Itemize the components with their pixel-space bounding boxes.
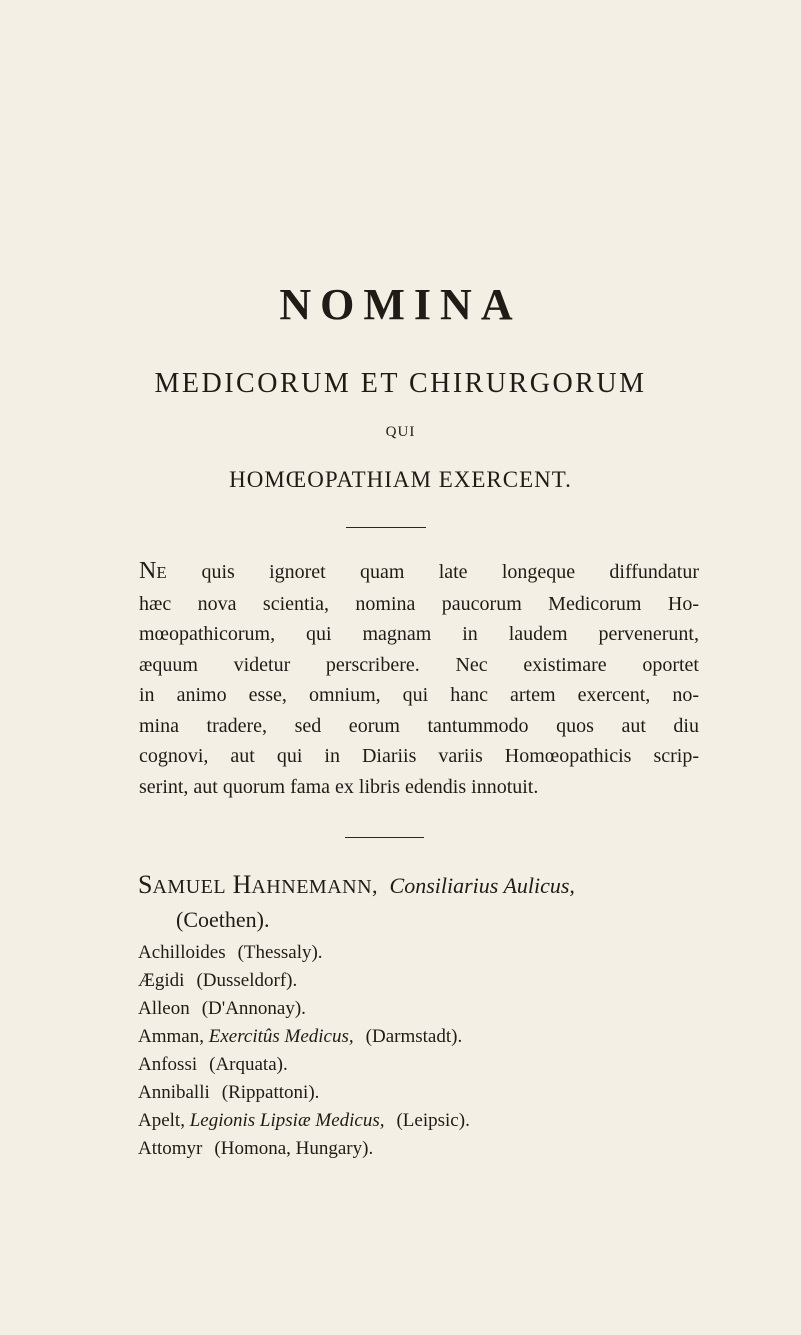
list-item-hahnemann: SAMUEL HAHNEMANN, Consiliarius Aulicus,: [138, 870, 575, 899]
list-item: [138, 1079, 758, 1107]
entry-name: Alleon: [138, 998, 190, 1019]
entry-title: Legionis Lipsiæ Medicus,: [189, 1110, 385, 1131]
initial-rest: E: [156, 563, 168, 582]
subtitle-homoeopathiam: HOMŒOPATHIAM EXERCENT.: [229, 467, 572, 492]
entry-name: Anfossi: [138, 1054, 198, 1075]
paragraph-line-8: serint, aut quorum fama ex libris edendis innotuit.: [139, 775, 539, 798]
paragraph-line-3: mœopathicorum, qui magnam in laudem pervenerunt,: [139, 623, 699, 645]
entry-name-small: AMUEL: [152, 876, 227, 898]
entry-location: (Dusseldorf).: [196, 970, 298, 991]
list-item: [138, 1023, 758, 1051]
entry-name: Amman,: [138, 1026, 204, 1047]
entry-title: Exercitûs Medicus,: [208, 1026, 354, 1047]
list-item: [138, 967, 758, 995]
divider-rule-bottom: [345, 837, 424, 838]
subtitle-qui: QUI: [385, 424, 416, 440]
entry-name-cap: H: [226, 870, 252, 899]
initial-capital: N: [139, 558, 157, 584]
entry-name: Apelt,: [138, 1110, 185, 1131]
entry-name-small: AHNEMANN: [251, 876, 373, 898]
list-item: [138, 995, 758, 1023]
divider-rule-top: [346, 527, 426, 528]
paragraph-line-2: hæc nova scientia, nomina paucorum Medicorum Ho-: [139, 592, 699, 615]
list-item: [138, 1135, 758, 1163]
paragraph-line-7: cognovi, aut qui in Diariis variis Homœopathicis scrip-: [139, 745, 699, 767]
entry-name-cap: S: [138, 870, 153, 899]
entry-title: Consiliarius Aulicus,: [389, 873, 575, 898]
list-item: [138, 1051, 758, 1079]
entry-name: Ægidi: [138, 970, 185, 991]
entry-name: Anniballi: [138, 1082, 210, 1103]
subtitle-medicorum: MEDICORUM ET CHIRURGORUM: [154, 368, 647, 399]
entry-location: (Thessaly).: [237, 942, 323, 963]
paragraph-line-6: mina tradere, sed eorum tantummodo quos aut diu: [139, 714, 699, 737]
entry-location: (Leipsic).: [396, 1110, 470, 1131]
physician-list: [138, 869, 758, 1163]
list-item: [138, 1107, 758, 1135]
entry-location: (Darmstadt).: [365, 1026, 463, 1047]
entry-location: (D'Annonay).: [201, 998, 306, 1019]
entry-location: (Rippattoni).: [221, 1082, 320, 1103]
entry-name: Attomyr: [138, 1138, 203, 1159]
intro-paragraph: [139, 556, 699, 802]
paragraph-line-5: in animo esse, omnium, qui hanc artem exercent, no-: [139, 684, 699, 706]
paragraph-line-4: æquum videtur perscribere. Nec existimare oportet: [139, 653, 699, 676]
entry-location: (Coethen).: [176, 907, 270, 932]
paragraph-line-text: quis ignoret quam late longeque diffundatur: [167, 561, 699, 583]
entry-name: Achilloides: [138, 942, 226, 963]
list-item: [138, 939, 758, 967]
page-title: NOMINA: [279, 280, 522, 329]
paragraph-line-1: [139, 556, 699, 589]
entry-location: (Arquata).: [209, 1054, 288, 1075]
entry-location: (Homona, Hungary).: [214, 1138, 374, 1159]
